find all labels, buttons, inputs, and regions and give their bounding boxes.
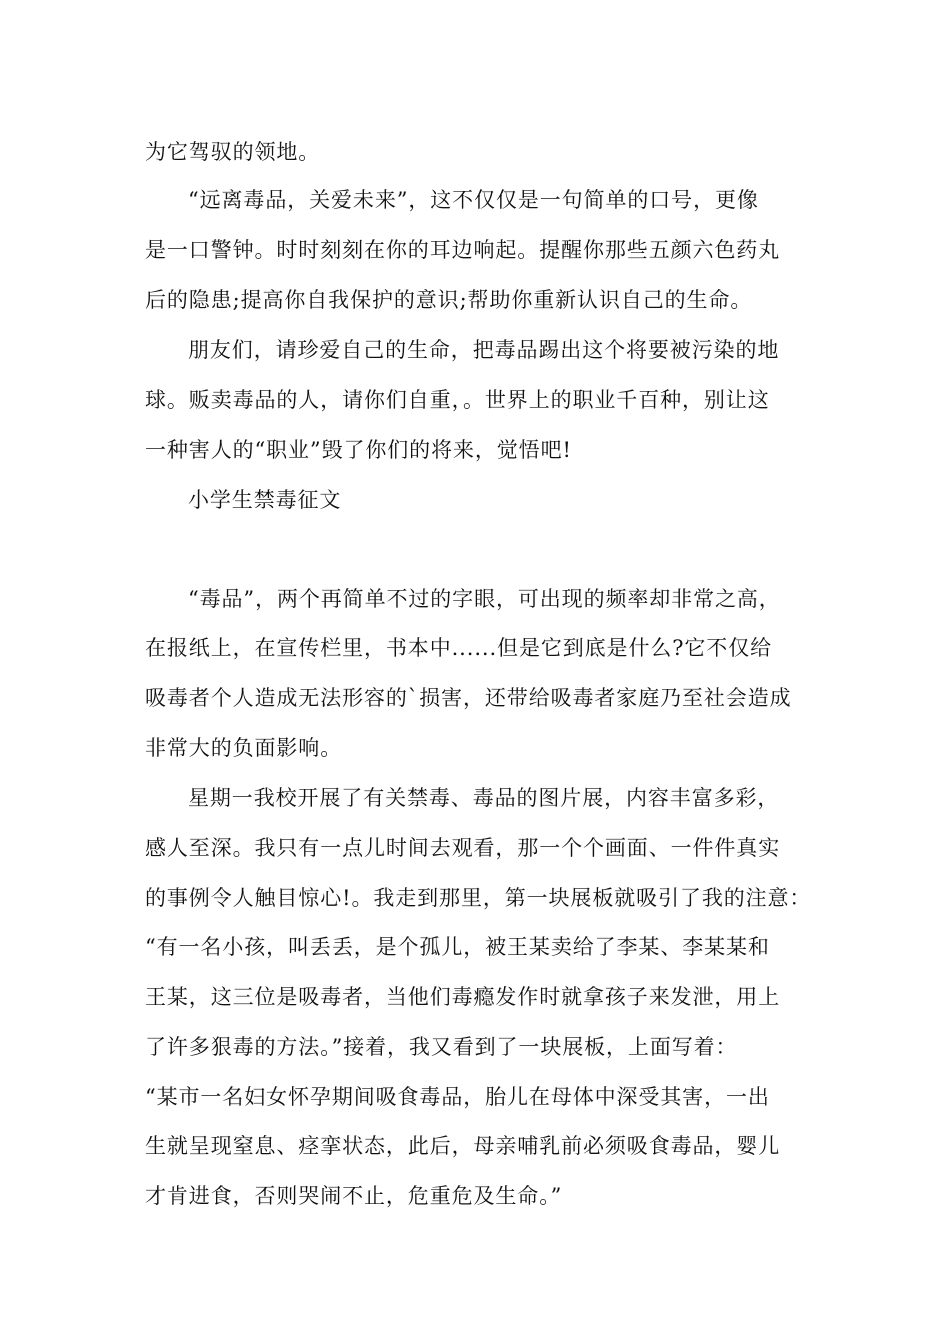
text-line-14: 感人至深。我只有一点儿时间去观看，那一个个画面、一件件真实 (145, 836, 781, 860)
text-line-9: “毒品”，两个再简单不过的字眼，可出现的频率却非常之高， (188, 587, 781, 611)
text-line-18: 了许多狠毒的方法。”接着，我又看到了一块展板，上面写着： (145, 1035, 738, 1059)
text-line-5: 朋友们，请珍爱自己的生命，把毒品踢出这个将要被污染的地 (188, 338, 780, 362)
text-line-6: 球。贩卖毒品的人，请你们自重，。世界上的职业千百种，别让这 (145, 388, 770, 412)
text-line-10: 在报纸上，在宣传栏里，书本中......但是它到底是什么?它不仅给 (145, 636, 773, 660)
text-line-20: 生就呈现窒息、痉挛状态，此后，母亲哺乳前必须吸食毒品，婴儿 (145, 1134, 781, 1158)
section-title: 小学生禁毒征文 (188, 488, 342, 512)
text-line-16: “有一名小孩，叫丢丢，是个孤儿，被王某卖给了李某、李某某和 (145, 935, 770, 959)
text-line-3: 是一口警钟。时时刻刻在你的耳边响起。提醒你那些五颜六色药丸 (145, 238, 781, 262)
text-line-15: 的事例令人触目惊心!。我走到那里，第一块展板就吸引了我的注意： (145, 886, 812, 910)
text-line-2: “远离毒品，关爱未来”，这不仅仅是一句简单的口号，更像 (188, 188, 759, 212)
text-line-19: “某市一名妇女怀孕期间吸食毒品，胎儿在母体中深受其害，一出 (145, 1085, 770, 1109)
text-line-11: 吸毒者个人造成无法形容的`损害，还带给吸毒者家庭乃至社会造成 (145, 686, 792, 710)
text-line-17: 王某，这三位是吸毒者，当他们毒瘾发作时就拿孩子来发泄，用上 (145, 985, 781, 1009)
text-line-7: 一种害人的“职业”毁了你们的将来，觉悟吧! (145, 438, 572, 462)
text-line-1: 为它驾驭的领地。 (145, 140, 321, 164)
text-line-4: 后的隐患;提高你自我保护的意识;帮助你重新认识自己的生命。 (145, 288, 753, 312)
text-line-21: 才肯进食，否则哭闹不止，危重危及生命。” (145, 1184, 563, 1208)
text-line-12: 非常大的负面影响。 (145, 736, 343, 760)
text-line-13: 星期一我校开展了有关禁毒、毒品的图片展，内容丰富多彩， (188, 786, 780, 810)
